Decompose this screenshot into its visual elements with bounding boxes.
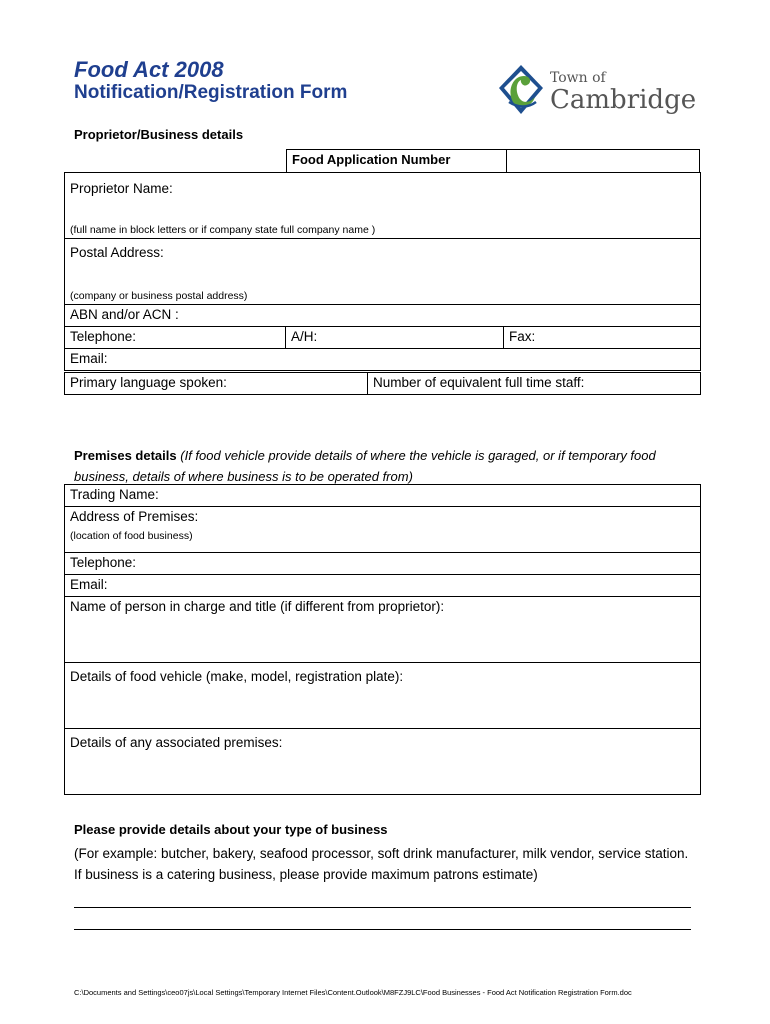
primary-language-label: Primary language spoken: — [70, 375, 227, 390]
postal-address-field[interactable] — [65, 239, 701, 305]
postal-address-hint: (company or business postal address) — [70, 290, 248, 302]
premises-address-hint: (location of food business) — [70, 530, 193, 542]
premises-address-field[interactable] — [65, 507, 701, 553]
trading-name-label: Trading Name: — [70, 487, 159, 502]
email-field[interactable] — [65, 349, 701, 371]
logo-text-town-of: Town of — [550, 70, 606, 86]
telephone-field[interactable] — [65, 327, 286, 349]
email-label: Email: — [70, 351, 108, 366]
premises-details-table — [64, 484, 701, 795]
trading-name-field[interactable] — [65, 485, 701, 507]
proprietor-section-heading: Proprietor/Business details — [74, 127, 244, 142]
premises-email-label: Email: — [70, 577, 108, 592]
proprietor-details-table — [64, 172, 701, 371]
associated-premises-label: Details of any associated premises: — [70, 735, 283, 750]
after-hours-field[interactable] — [286, 327, 504, 349]
language-staff-table — [64, 372, 701, 395]
fax-label: Fax: — [509, 329, 536, 344]
food-application-number-table — [286, 149, 700, 173]
food-vehicle-field[interactable] — [65, 663, 701, 729]
associated-premises-field[interactable] — [65, 729, 701, 795]
premises-email-field[interactable] — [65, 575, 701, 597]
premises-heading-text: Premises details — [74, 448, 177, 463]
fax-field[interactable] — [504, 327, 701, 349]
postal-address-label: Postal Address: — [70, 245, 164, 260]
person-in-charge-label: Name of person in charge and title (if different from proprietor): — [70, 599, 445, 614]
full-time-staff-label: Number of equivalent full time staff: — [373, 375, 585, 390]
business-type-heading: Please provide details about your type of business — [74, 822, 388, 837]
person-in-charge-field[interactable] — [65, 597, 701, 663]
swan-logo-icon — [494, 62, 548, 120]
primary-language-field[interactable] — [65, 373, 368, 395]
abn-acn-label: ABN and/or ACN : — [70, 307, 179, 322]
proprietor-name-field[interactable] — [65, 173, 701, 239]
food-vehicle-label: Details of food vehicle (make, model, registration plate): — [70, 669, 404, 684]
document-file-path-footer: C:\Documents and Settings\ceo07js\Local Settings\Temporary Internet Files\Content.Outlook\M8FZJ9LC\Food Businesses - Food Act Notification Registration Form.doc — [74, 988, 632, 997]
proprietor-name-label: Proprietor Name: — [70, 181, 173, 196]
full-time-staff-field[interactable] — [368, 373, 701, 395]
telephone-label: Telephone: — [70, 329, 137, 344]
business-type-instructions: (For example: butcher, bakery, seafood processor, soft drink manufacturer, milk vendor, service station. If business is a catering business, please provide maximum patrons estimate) — [74, 846, 689, 882]
logo-text-cambridge: Cambridge — [550, 85, 697, 115]
town-of-cambridge-logo — [494, 62, 697, 120]
business-type-answer-line-1[interactable] — [74, 907, 691, 908]
premises-heading-note: (If food vehicle provide details of where the vehicle is garaged, or if temporary food business, details of where business is to be operated from) — [74, 448, 656, 484]
after-hours-label: A/H: — [291, 329, 318, 344]
food-application-number-field[interactable] — [507, 150, 700, 173]
abn-acn-field[interactable] — [65, 305, 701, 327]
premises-address-label: Address of Premises: — [70, 509, 199, 524]
premises-telephone-label: Telephone: — [70, 555, 137, 570]
proprietor-name-hint: (full name in block letters or if company state full company name ) — [70, 224, 376, 236]
business-type-answer-line-2[interactable] — [74, 929, 691, 930]
food-application-number-label: Food Application Number — [287, 150, 507, 173]
form-subtitle: Notification/Registration Form — [74, 82, 348, 103]
form-title: Food Act 2008 — [74, 57, 224, 82]
premises-telephone-field[interactable] — [65, 553, 701, 575]
premises-section-heading — [74, 445, 694, 487]
